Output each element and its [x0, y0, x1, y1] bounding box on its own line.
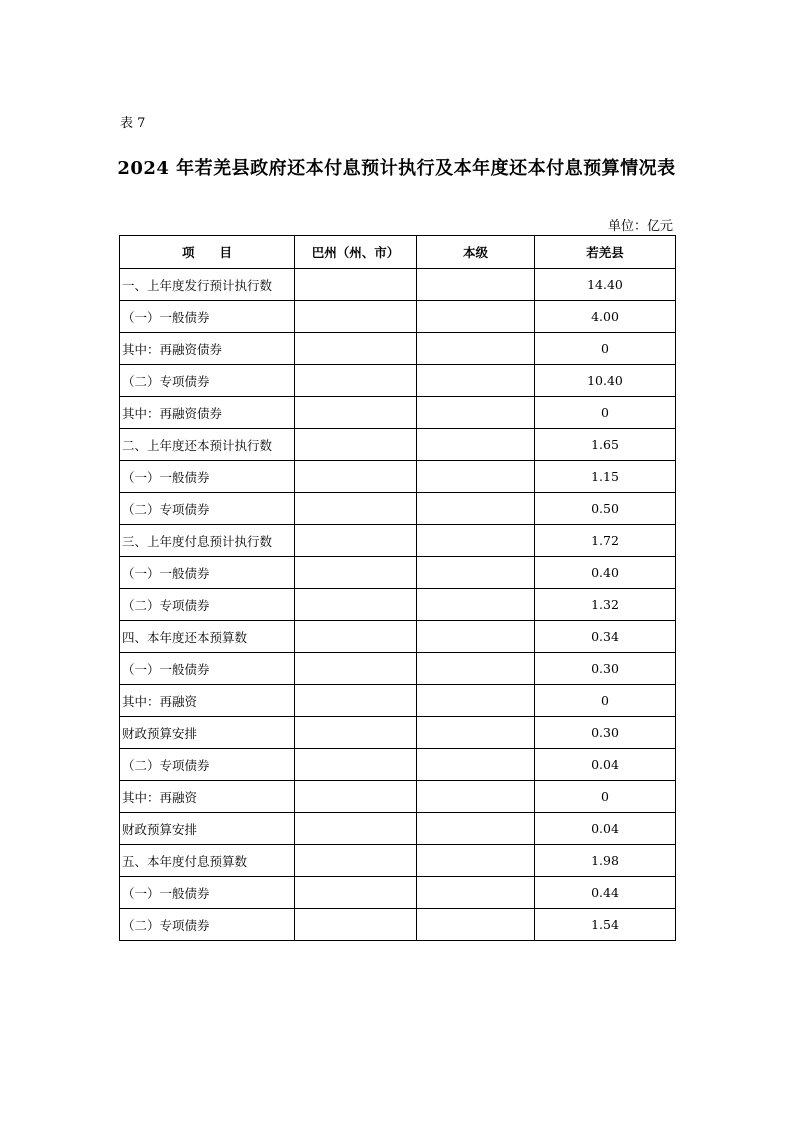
- row-bazhou-cell: [295, 269, 417, 301]
- table-row: [120, 781, 676, 813]
- row-item-cell: （一）一般债券: [120, 877, 295, 909]
- table-row: [120, 813, 676, 845]
- row-ruoqiang-cell: 1.72: [535, 525, 676, 557]
- table-header: [120, 236, 676, 269]
- row-benji-cell: [417, 397, 535, 429]
- table-row: [120, 429, 676, 461]
- page-title: 2024 年若羌县政府还本付息预计执行及本年度还本付息预算情况表: [117, 158, 676, 179]
- row-benji-cell: [417, 301, 535, 333]
- row-item-cell: （一）一般债券: [120, 301, 295, 333]
- row-bazhou-cell: [295, 525, 417, 557]
- table-row: [120, 653, 676, 685]
- row-item-cell: （二）专项债券: [120, 589, 295, 621]
- row-bazhou-cell: [295, 781, 417, 813]
- row-ruoqiang-cell: 1.54: [535, 909, 676, 941]
- row-item-cell: 其中：再融资: [120, 685, 295, 717]
- row-item-cell: 其中：再融资债券: [120, 333, 295, 365]
- row-bazhou-cell: [295, 653, 417, 685]
- debt-budget-table: [119, 235, 676, 941]
- row-ruoqiang-cell: 1.65: [535, 429, 676, 461]
- table-body: [120, 269, 676, 941]
- row-ruoqiang-cell: 10.40: [535, 365, 676, 397]
- row-bazhou-cell: [295, 845, 417, 877]
- row-ruoqiang-cell: 0.30: [535, 717, 676, 749]
- table-row: [120, 397, 676, 429]
- row-ruoqiang-cell: 0.44: [535, 877, 676, 909]
- row-bazhou-cell: [295, 749, 417, 781]
- row-item-cell: （一）一般债券: [120, 461, 295, 493]
- row-bazhou-cell: [295, 909, 417, 941]
- row-item-cell: 三、上年度付息预计执行数: [120, 525, 295, 557]
- row-item-cell: （二）专项债券: [120, 909, 295, 941]
- row-ruoqiang-cell: 0: [535, 333, 676, 365]
- row-ruoqiang-cell: 0.04: [535, 749, 676, 781]
- row-benji-cell: [417, 909, 535, 941]
- row-ruoqiang-cell: 0.04: [535, 813, 676, 845]
- row-bazhou-cell: [295, 685, 417, 717]
- row-bazhou-cell: [295, 429, 417, 461]
- table-row: [120, 621, 676, 653]
- table-row: [120, 749, 676, 781]
- row-bazhou-cell: [295, 813, 417, 845]
- row-ruoqiang-cell: 0.50: [535, 493, 676, 525]
- row-benji-cell: [417, 589, 535, 621]
- row-benji-cell: [417, 333, 535, 365]
- row-bazhou-cell: [295, 301, 417, 333]
- row-item-cell: 一、上年度发行预计执行数: [120, 269, 295, 301]
- table-row: [120, 269, 676, 301]
- row-benji-cell: [417, 461, 535, 493]
- row-bazhou-cell: [295, 557, 417, 589]
- row-ruoqiang-cell: 1.15: [535, 461, 676, 493]
- table-row: [120, 525, 676, 557]
- table-row: [120, 333, 676, 365]
- row-item-cell: （一）一般债券: [120, 557, 295, 589]
- column-header-benji: 本级: [417, 236, 535, 269]
- row-ruoqiang-cell: 0.30: [535, 653, 676, 685]
- row-bazhou-cell: [295, 589, 417, 621]
- row-item-cell: 四、本年度还本预算数: [120, 621, 295, 653]
- row-benji-cell: [417, 429, 535, 461]
- row-bazhou-cell: [295, 877, 417, 909]
- row-ruoqiang-cell: 0: [535, 685, 676, 717]
- table-row: [120, 909, 676, 941]
- row-item-cell: 五、本年度付息预算数: [120, 845, 295, 877]
- row-bazhou-cell: [295, 365, 417, 397]
- header-row: [120, 236, 676, 269]
- table-row: [120, 589, 676, 621]
- row-bazhou-cell: [295, 493, 417, 525]
- row-benji-cell: [417, 781, 535, 813]
- row-ruoqiang-cell: 4.00: [535, 301, 676, 333]
- row-benji-cell: [417, 365, 535, 397]
- row-item-cell: 二、上年度还本预计执行数: [120, 429, 295, 461]
- row-item-cell: 其中：再融资债券: [120, 397, 295, 429]
- row-ruoqiang-cell: 0.34: [535, 621, 676, 653]
- table-row: [120, 557, 676, 589]
- row-ruoqiang-cell: 0: [535, 781, 676, 813]
- row-ruoqiang-cell: 0.40: [535, 557, 676, 589]
- table-row: [120, 365, 676, 397]
- row-benji-cell: [417, 749, 535, 781]
- row-ruoqiang-cell: 1.32: [535, 589, 676, 621]
- table-row: [120, 493, 676, 525]
- row-benji-cell: [417, 877, 535, 909]
- row-benji-cell: [417, 493, 535, 525]
- column-header-item: 项 目: [120, 236, 295, 269]
- row-bazhou-cell: [295, 621, 417, 653]
- row-benji-cell: [417, 653, 535, 685]
- row-ruoqiang-cell: 1.98: [535, 845, 676, 877]
- table-row: [120, 461, 676, 493]
- unit-label: 单位：亿元: [607, 219, 673, 234]
- row-benji-cell: [417, 685, 535, 717]
- row-benji-cell: [417, 717, 535, 749]
- row-benji-cell: [417, 813, 535, 845]
- row-item-cell: 其中：再融资: [120, 781, 295, 813]
- row-benji-cell: [417, 557, 535, 589]
- row-bazhou-cell: [295, 333, 417, 365]
- column-header-ruoqiang: 若羌县: [535, 236, 676, 269]
- row-bazhou-cell: [295, 397, 417, 429]
- row-item-cell: （二）专项债券: [120, 749, 295, 781]
- row-item-cell: （二）专项债券: [120, 365, 295, 397]
- table-row: [120, 717, 676, 749]
- row-benji-cell: [417, 621, 535, 653]
- row-item-cell: （一）一般债券: [120, 653, 295, 685]
- table-row: [120, 685, 676, 717]
- row-item-cell: 财政预算安排: [120, 717, 295, 749]
- row-benji-cell: [417, 845, 535, 877]
- row-benji-cell: [417, 525, 535, 557]
- row-ruoqiang-cell: 14.40: [535, 269, 676, 301]
- row-ruoqiang-cell: 0: [535, 397, 676, 429]
- row-bazhou-cell: [295, 717, 417, 749]
- table-row: [120, 845, 676, 877]
- table-number-label: 表 7: [120, 116, 146, 131]
- row-item-cell: （二）专项债券: [120, 493, 295, 525]
- row-bazhou-cell: [295, 461, 417, 493]
- row-benji-cell: [417, 269, 535, 301]
- table-row: [120, 301, 676, 333]
- row-item-cell: 财政预算安排: [120, 813, 295, 845]
- table-row: [120, 877, 676, 909]
- column-header-bazhou: 巴州（州、市）: [295, 236, 417, 269]
